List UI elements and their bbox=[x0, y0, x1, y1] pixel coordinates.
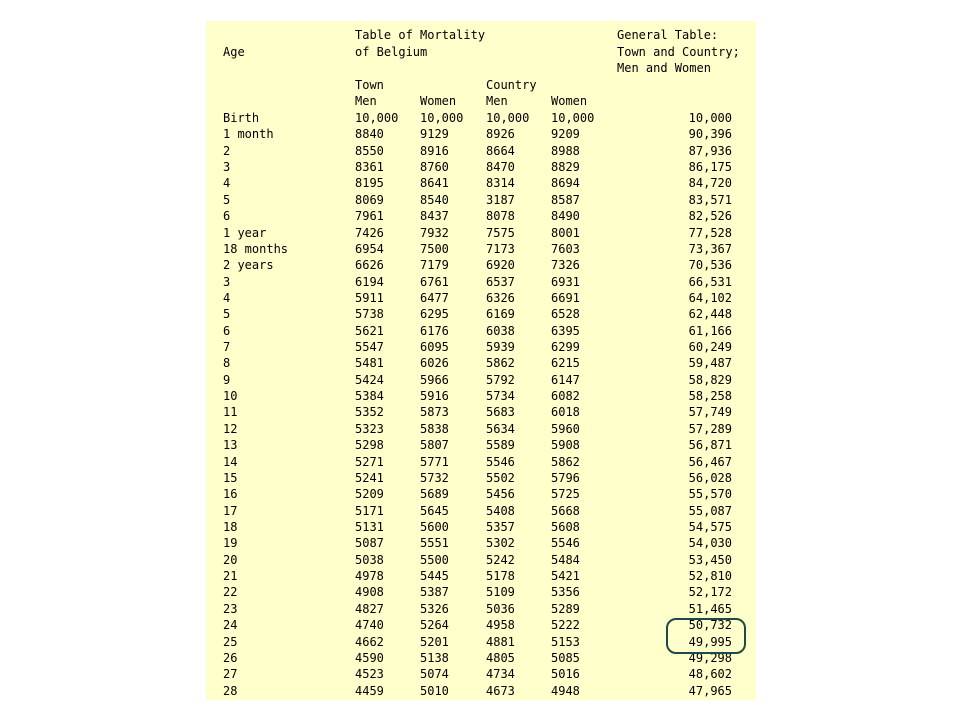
cell-age: 26 bbox=[223, 651, 238, 665]
cell-country-men: 4958 bbox=[486, 618, 515, 632]
cell-country-women: 7326 bbox=[551, 258, 580, 272]
cell-town-men: 8069 bbox=[355, 193, 384, 207]
cell-age: 1 year bbox=[223, 226, 267, 240]
highlight-circle bbox=[666, 618, 746, 654]
cell-town-women: 5916 bbox=[420, 389, 449, 403]
cell-town-men: 5738 bbox=[355, 307, 384, 321]
cell-country-men: 5456 bbox=[486, 487, 515, 501]
cell-country-men: 4673 bbox=[486, 684, 515, 698]
cell-country-men: 5589 bbox=[486, 438, 515, 452]
cell-age: 6 bbox=[223, 324, 231, 338]
cell-town-men: 5038 bbox=[355, 553, 384, 567]
cell-age: 20 bbox=[223, 553, 238, 567]
cell-country-women: 5421 bbox=[551, 569, 580, 583]
cell-general: 56,871 bbox=[688, 438, 732, 452]
cell-town-women: 6761 bbox=[420, 275, 449, 289]
cell-age: 12 bbox=[223, 422, 238, 436]
cell-town-men: 6194 bbox=[355, 275, 384, 289]
cell-town-men: 4590 bbox=[355, 651, 384, 665]
cell-general: 50,732 bbox=[688, 618, 732, 632]
cell-town-women: 5074 bbox=[420, 667, 449, 681]
cell-town-men: 8195 bbox=[355, 176, 384, 190]
cell-town-women: 7179 bbox=[420, 258, 449, 272]
cell-town-men: 4978 bbox=[355, 569, 384, 583]
general-title-line2: Town and Country; bbox=[617, 45, 740, 59]
cell-town-women: 7500 bbox=[420, 242, 449, 256]
cell-general: 62,448 bbox=[688, 307, 732, 321]
cell-country-men: 6326 bbox=[486, 291, 515, 305]
cell-country-women: 8001 bbox=[551, 226, 580, 240]
col-country-women-header: Women bbox=[551, 94, 588, 108]
cell-town-men: 5352 bbox=[355, 405, 384, 419]
cell-country-women: 5796 bbox=[551, 471, 580, 485]
cell-general: 84,720 bbox=[688, 176, 732, 190]
cell-age: 11 bbox=[223, 405, 238, 419]
col-town-women-header: Women bbox=[420, 94, 457, 108]
cell-town-men: 4827 bbox=[355, 602, 384, 616]
cell-country-men: 8078 bbox=[486, 209, 515, 223]
cell-town-women: 5500 bbox=[420, 553, 449, 567]
cell-town-women: 8641 bbox=[420, 176, 449, 190]
cell-age: 14 bbox=[223, 455, 238, 469]
cell-town-men: 5298 bbox=[355, 438, 384, 452]
cell-town-women: 8540 bbox=[420, 193, 449, 207]
cell-age: 18 months bbox=[223, 242, 289, 256]
cell-age: 18 bbox=[223, 520, 238, 534]
cell-town-women: 7932 bbox=[420, 226, 449, 240]
cell-town-men: 4908 bbox=[355, 585, 384, 599]
cell-age: 2 bbox=[223, 144, 231, 158]
cell-town-men: 5323 bbox=[355, 422, 384, 436]
cell-country-women: 6299 bbox=[551, 340, 580, 354]
general-title-line3: Men and Women bbox=[617, 61, 711, 75]
cell-town-women: 8437 bbox=[420, 209, 449, 223]
cell-town-men: 4523 bbox=[355, 667, 384, 681]
cell-country-women: 5862 bbox=[551, 455, 580, 469]
cell-town-women: 5689 bbox=[420, 487, 449, 501]
cell-town-women: 5771 bbox=[420, 455, 449, 469]
cell-town-women: 6295 bbox=[420, 307, 449, 321]
cell-town-women: 9129 bbox=[420, 127, 449, 141]
cell-town-women: 5732 bbox=[420, 471, 449, 485]
cell-age: 10 bbox=[223, 389, 238, 403]
cell-country-men: 4734 bbox=[486, 667, 515, 681]
cell-country-men: 8664 bbox=[486, 144, 515, 158]
cell-general: 54,575 bbox=[688, 520, 732, 534]
cell-general: 86,175 bbox=[688, 160, 732, 174]
cell-age: 5 bbox=[223, 193, 231, 207]
cell-town-men: 10,000 bbox=[355, 111, 399, 125]
cell-age: 3 bbox=[223, 275, 231, 289]
cell-town-men: 5384 bbox=[355, 389, 384, 403]
cell-town-women: 6026 bbox=[420, 356, 449, 370]
cell-town-men: 5911 bbox=[355, 291, 384, 305]
cell-age: 28 bbox=[223, 684, 238, 698]
cell-country-women: 5725 bbox=[551, 487, 580, 501]
cell-town-women: 5201 bbox=[420, 635, 449, 649]
cell-age: Birth bbox=[223, 111, 260, 125]
cell-country-women: 8694 bbox=[551, 176, 580, 190]
cell-town-men: 8550 bbox=[355, 144, 384, 158]
cell-town-men: 6626 bbox=[355, 258, 384, 272]
cell-general: 52,172 bbox=[688, 585, 732, 599]
cell-town-men: 6954 bbox=[355, 242, 384, 256]
cell-country-women: 5960 bbox=[551, 422, 580, 436]
cell-town-men: 4459 bbox=[355, 684, 384, 698]
cell-age: 5 bbox=[223, 307, 231, 321]
cell-age: 23 bbox=[223, 602, 238, 616]
cell-country-men: 5109 bbox=[486, 585, 515, 599]
cell-general: 49,298 bbox=[688, 651, 732, 665]
cell-town-women: 5326 bbox=[420, 602, 449, 616]
cell-age: 21 bbox=[223, 569, 238, 583]
cell-country-men: 4881 bbox=[486, 635, 515, 649]
cell-general: 87,936 bbox=[688, 144, 732, 158]
cell-town-men: 5621 bbox=[355, 324, 384, 338]
cell-country-women: 10,000 bbox=[551, 111, 595, 125]
cell-country-women: 5085 bbox=[551, 651, 580, 665]
cell-town-women: 10,000 bbox=[420, 111, 464, 125]
cell-town-men: 7961 bbox=[355, 209, 384, 223]
cell-country-women: 5908 bbox=[551, 438, 580, 452]
cell-town-men: 5131 bbox=[355, 520, 384, 534]
col-town-men-header: Men bbox=[355, 94, 377, 108]
cell-general: 57,289 bbox=[688, 422, 732, 436]
cell-country-men: 8926 bbox=[486, 127, 515, 141]
cell-country-women: 6082 bbox=[551, 389, 580, 403]
cell-country-men: 5036 bbox=[486, 602, 515, 616]
cell-country-men: 5242 bbox=[486, 553, 515, 567]
cell-general: 60,249 bbox=[688, 340, 732, 354]
cell-age: 13 bbox=[223, 438, 238, 452]
cell-age: 2 years bbox=[223, 258, 274, 272]
cell-town-women: 5264 bbox=[420, 618, 449, 632]
cell-general: 10,000 bbox=[688, 111, 732, 125]
cell-general: 56,467 bbox=[688, 455, 732, 469]
cell-age: 16 bbox=[223, 487, 238, 501]
cell-country-women: 5608 bbox=[551, 520, 580, 534]
mortality-table bbox=[206, 21, 756, 700]
cell-general: 48,602 bbox=[688, 667, 732, 681]
cell-country-women: 6215 bbox=[551, 356, 580, 370]
cell-country-women: 8490 bbox=[551, 209, 580, 223]
cell-country-women: 5356 bbox=[551, 585, 580, 599]
cell-general: 73,367 bbox=[688, 242, 732, 256]
cell-country-men: 5546 bbox=[486, 455, 515, 469]
cell-country-men: 6169 bbox=[486, 307, 515, 321]
cell-town-women: 6477 bbox=[420, 291, 449, 305]
cell-general: 53,450 bbox=[688, 553, 732, 567]
cell-general: 66,531 bbox=[688, 275, 732, 289]
cell-age: 1 month bbox=[223, 127, 274, 141]
cell-age: 4 bbox=[223, 291, 231, 305]
cell-general: 54,030 bbox=[688, 536, 732, 550]
cell-country-men: 3187 bbox=[486, 193, 515, 207]
cell-country-women: 5289 bbox=[551, 602, 580, 616]
cell-country-women: 5016 bbox=[551, 667, 580, 681]
cell-general: 77,528 bbox=[688, 226, 732, 240]
cell-town-women: 5807 bbox=[420, 438, 449, 452]
cell-town-men: 5209 bbox=[355, 487, 384, 501]
cell-town-men: 5547 bbox=[355, 340, 384, 354]
cell-town-men: 5424 bbox=[355, 373, 384, 387]
cell-age: 7 bbox=[223, 340, 231, 354]
cell-age: 15 bbox=[223, 471, 238, 485]
group-country-header: Country bbox=[486, 78, 537, 92]
cell-age: 24 bbox=[223, 618, 238, 632]
cell-country-women: 4948 bbox=[551, 684, 580, 698]
cell-country-women: 5546 bbox=[551, 536, 580, 550]
cell-country-men: 5408 bbox=[486, 504, 515, 518]
cell-age: 6 bbox=[223, 209, 231, 223]
cell-age: 25 bbox=[223, 635, 238, 649]
cell-general: 47,965 bbox=[688, 684, 732, 698]
cell-general: 61,166 bbox=[688, 324, 732, 338]
cell-country-women: 5668 bbox=[551, 504, 580, 518]
cell-country-men: 5792 bbox=[486, 373, 515, 387]
cell-general: 70,536 bbox=[688, 258, 732, 272]
cell-country-women: 5484 bbox=[551, 553, 580, 567]
cell-country-women: 6691 bbox=[551, 291, 580, 305]
cell-general: 58,258 bbox=[688, 389, 732, 403]
cell-country-men: 5939 bbox=[486, 340, 515, 354]
col-country-men-header: Men bbox=[486, 94, 508, 108]
cell-general: 90,396 bbox=[688, 127, 732, 141]
cell-general: 59,487 bbox=[688, 356, 732, 370]
cell-town-men: 7426 bbox=[355, 226, 384, 240]
cell-age: 4 bbox=[223, 176, 231, 190]
cell-country-men: 5862 bbox=[486, 356, 515, 370]
age-header: Age bbox=[223, 45, 245, 59]
cell-age: 27 bbox=[223, 667, 238, 681]
cell-town-women: 8916 bbox=[420, 144, 449, 158]
cell-country-men: 10,000 bbox=[486, 111, 530, 125]
cell-country-women: 6931 bbox=[551, 275, 580, 289]
cell-country-men: 5502 bbox=[486, 471, 515, 485]
cell-country-women: 6395 bbox=[551, 324, 580, 338]
cell-town-women: 5600 bbox=[420, 520, 449, 534]
cell-country-women: 6147 bbox=[551, 373, 580, 387]
cell-country-women: 5153 bbox=[551, 635, 580, 649]
cell-town-men: 8361 bbox=[355, 160, 384, 174]
cell-age: 3 bbox=[223, 160, 231, 174]
cell-general: 51,465 bbox=[688, 602, 732, 616]
cell-country-women: 8587 bbox=[551, 193, 580, 207]
cell-town-men: 5271 bbox=[355, 455, 384, 469]
cell-town-women: 5873 bbox=[420, 405, 449, 419]
table-title-line1: Table of Mortality bbox=[355, 28, 486, 42]
cell-country-men: 8470 bbox=[486, 160, 515, 174]
general-title-line1: General Table: bbox=[617, 28, 719, 42]
cell-country-men: 7575 bbox=[486, 226, 515, 240]
cell-country-women: 9209 bbox=[551, 127, 580, 141]
cell-town-men: 5241 bbox=[355, 471, 384, 485]
cell-town-women: 5387 bbox=[420, 585, 449, 599]
cell-country-men: 7173 bbox=[486, 242, 515, 256]
cell-town-men: 5087 bbox=[355, 536, 384, 550]
cell-country-women: 8988 bbox=[551, 144, 580, 158]
cell-town-women: 5138 bbox=[420, 651, 449, 665]
cell-country-men: 6038 bbox=[486, 324, 515, 338]
cell-country-men: 5634 bbox=[486, 422, 515, 436]
cell-town-men: 5481 bbox=[355, 356, 384, 370]
cell-age: 19 bbox=[223, 536, 238, 550]
cell-age: 17 bbox=[223, 504, 238, 518]
cell-town-men: 8840 bbox=[355, 127, 384, 141]
cell-town-women: 6095 bbox=[420, 340, 449, 354]
cell-general: 57,749 bbox=[688, 405, 732, 419]
cell-town-women: 5445 bbox=[420, 569, 449, 583]
cell-town-women: 5645 bbox=[420, 504, 449, 518]
cell-general: 49,995 bbox=[688, 635, 732, 649]
cell-country-men: 5302 bbox=[486, 536, 515, 550]
cell-general: 55,087 bbox=[688, 504, 732, 518]
cell-town-women: 6176 bbox=[420, 324, 449, 338]
cell-country-men: 5734 bbox=[486, 389, 515, 403]
cell-country-women: 8829 bbox=[551, 160, 580, 174]
cell-country-men: 5178 bbox=[486, 569, 515, 583]
cell-general: 82,526 bbox=[688, 209, 732, 223]
cell-country-men: 5683 bbox=[486, 405, 515, 419]
cell-age: 9 bbox=[223, 373, 231, 387]
cell-country-women: 7603 bbox=[551, 242, 580, 256]
cell-town-women: 5838 bbox=[420, 422, 449, 436]
cell-general: 55,570 bbox=[688, 487, 732, 501]
cell-general: 52,810 bbox=[688, 569, 732, 583]
cell-age: 8 bbox=[223, 356, 231, 370]
cell-town-women: 8760 bbox=[420, 160, 449, 174]
cell-country-men: 5357 bbox=[486, 520, 515, 534]
cell-general: 83,571 bbox=[688, 193, 732, 207]
cell-country-men: 4805 bbox=[486, 651, 515, 665]
cell-country-women: 5222 bbox=[551, 618, 580, 632]
cell-country-women: 6018 bbox=[551, 405, 580, 419]
cell-general: 58,829 bbox=[688, 373, 732, 387]
cell-town-men: 5171 bbox=[355, 504, 384, 518]
cell-general: 56,028 bbox=[688, 471, 732, 485]
cell-town-women: 5966 bbox=[420, 373, 449, 387]
cell-country-men: 6920 bbox=[486, 258, 515, 272]
cell-town-men: 4740 bbox=[355, 618, 384, 632]
cell-general: 64,102 bbox=[688, 291, 732, 305]
cell-age: 22 bbox=[223, 585, 238, 599]
cell-town-women: 5010 bbox=[420, 684, 449, 698]
cell-town-men: 4662 bbox=[355, 635, 384, 649]
table-title-line2: of Belgium bbox=[355, 45, 428, 59]
cell-town-women: 5551 bbox=[420, 536, 449, 550]
cell-country-women: 6528 bbox=[551, 307, 580, 321]
cell-country-men: 8314 bbox=[486, 176, 515, 190]
group-town-header: Town bbox=[355, 78, 384, 92]
cell-country-men: 6537 bbox=[486, 275, 515, 289]
